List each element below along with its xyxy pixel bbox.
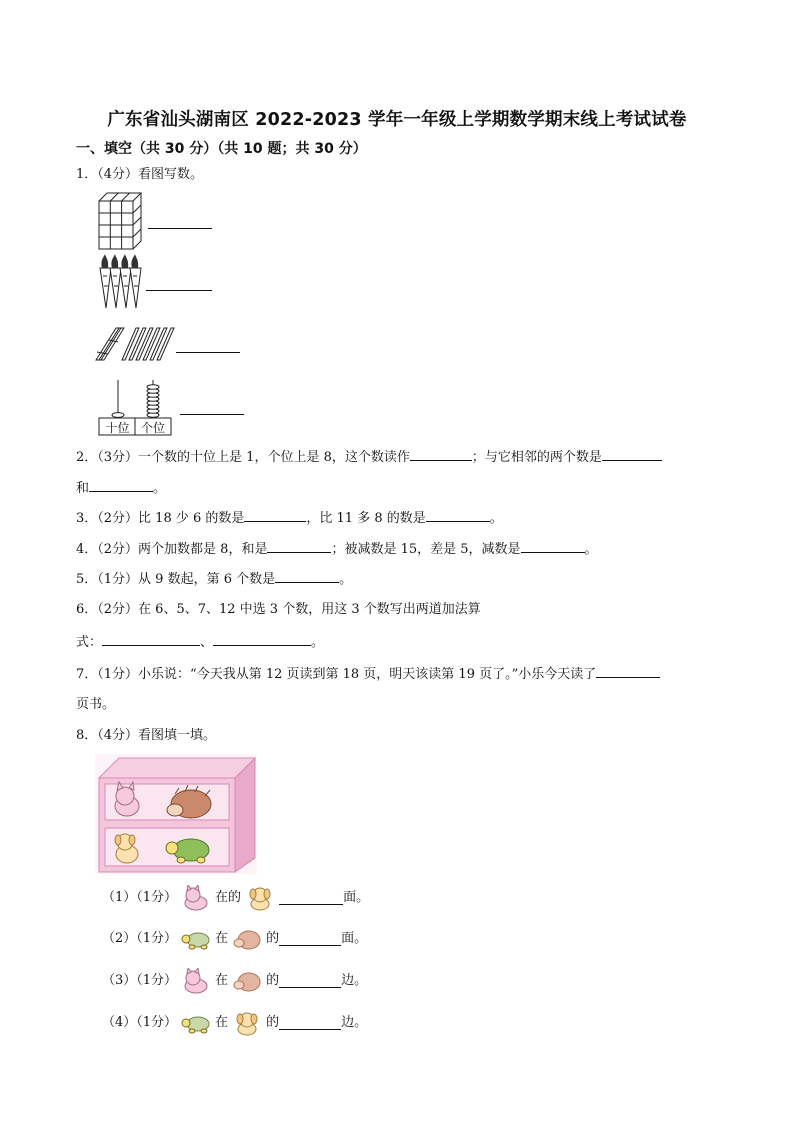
answer-blank[interactable]: [279, 933, 341, 946]
question-8-sub-3: [102, 968, 367, 994]
question-text: 、: [200, 635, 214, 650]
answer-blank[interactable]: [279, 975, 341, 988]
answer-blank[interactable]: [244, 509, 306, 522]
question-2-cont: [76, 479, 166, 498]
dog-icon: [245, 885, 275, 911]
hedgehog-icon: [232, 968, 262, 994]
question-6: 6．（2分）在 6、5、7、12 中选 3 个数，用这 3 个数写出两道加法算: [76, 602, 481, 617]
question-text: 边。: [341, 973, 368, 988]
answer-blank[interactable]: [279, 892, 343, 905]
abacus-tens-label: 十位: [105, 421, 130, 435]
section-heading: 一、填空（共 30 分）（共 10 题；共 30 分）: [76, 141, 367, 157]
cat-icon: [181, 885, 211, 911]
answer-blank[interactable]: [146, 290, 212, 291]
question-text: 的: [266, 1015, 280, 1030]
answer-blank[interactable]: [180, 414, 244, 415]
answer-blank[interactable]: [602, 448, 662, 461]
hedgehog-icon: [232, 926, 262, 952]
question-text: 式：: [76, 635, 103, 650]
question-text: ；被减数是 15，差是 5，减数是: [331, 542, 521, 557]
question-text: 面。: [343, 890, 370, 905]
question-4: [76, 540, 598, 559]
question-8: 8．（4分）看图填一填。: [76, 728, 217, 743]
question-text: 。: [584, 542, 598, 557]
answer-blank[interactable]: [176, 352, 240, 353]
sub-label: （1）（1分）: [102, 890, 178, 905]
answer-blank[interactable]: [102, 633, 200, 646]
sub-label: （2）（1分）: [102, 931, 178, 946]
question-1: 1．（4分）看图写数。: [76, 167, 204, 182]
question-text: 。: [311, 635, 325, 650]
question-8-sub-1: [102, 885, 369, 911]
cabinet-image: [95, 754, 257, 874]
question-text: 。: [489, 511, 503, 526]
answer-blank[interactable]: [426, 509, 490, 522]
question-text: 7．（1分）小乐说：“今天我从第 12 页读到第 18 页，明天该读第 19 页了。”小乐今天读了: [76, 667, 597, 682]
page-title: 广东省汕头湖南区 2022-2023 学年一年级上学期数学期末线上考试试卷: [107, 110, 687, 130]
question-text: 。: [153, 481, 167, 496]
question-8-sub-2: [102, 926, 367, 952]
answer-blank[interactable]: [267, 540, 331, 553]
question-7-cont: 页书。: [76, 697, 116, 712]
dog-icon: [115, 834, 138, 863]
question-3: [76, 509, 503, 528]
question-text: 的: [266, 973, 280, 988]
answer-blank[interactable]: [89, 479, 153, 492]
question-text: 在: [215, 973, 229, 988]
turtle-icon: [181, 1010, 211, 1036]
dog-icon: [232, 1010, 262, 1036]
question-7: [76, 665, 660, 684]
question-text: 4．（2分）两个加数都是 8，和是: [76, 542, 268, 557]
cat-icon: [181, 968, 211, 994]
answer-blank[interactable]: [521, 540, 585, 553]
question-text: 在的: [215, 890, 242, 905]
question-text: ；与它相邻的两个数是: [471, 450, 602, 465]
answer-blank[interactable]: [213, 633, 311, 646]
sub-label: （4）（1分）: [102, 1015, 178, 1030]
question-text: 在: [215, 1015, 229, 1030]
sub-label: （3）（1分）: [102, 973, 178, 988]
abacus-image: [98, 378, 172, 436]
question-text: 2．（3分）一个数的十位上是 1，个位上是 8，这个数读作: [76, 450, 410, 465]
question-5: [76, 570, 352, 589]
question-text: 。: [339, 572, 353, 587]
carrots-image: [98, 254, 144, 310]
answer-blank[interactable]: [596, 665, 660, 678]
sticks-image: [94, 324, 178, 364]
question-text: 5．（1分）从 9 数起，第 6 个数是: [76, 572, 276, 587]
question-text: 3．（2分）比 18 少 6 的数是: [76, 511, 245, 526]
question-text: 在: [215, 931, 229, 946]
answer-blank[interactable]: [410, 448, 472, 461]
question-text: 面。: [341, 931, 368, 946]
turtle-icon: [181, 926, 211, 952]
answer-blank[interactable]: [279, 1017, 341, 1030]
cube-block-image: [98, 192, 142, 250]
answer-blank[interactable]: [148, 228, 212, 229]
question-text: 和: [76, 481, 90, 496]
question-8-sub-4: [102, 1010, 367, 1036]
question-text: 的: [266, 931, 280, 946]
question-6-cont: [76, 633, 324, 652]
question-text: ，比 11 多 8 的数是: [306, 511, 426, 526]
question-2: [76, 448, 662, 467]
answer-blank[interactable]: [275, 570, 339, 583]
abacus-ones-label: 个位: [140, 421, 165, 435]
question-text: 边。: [341, 1015, 368, 1030]
